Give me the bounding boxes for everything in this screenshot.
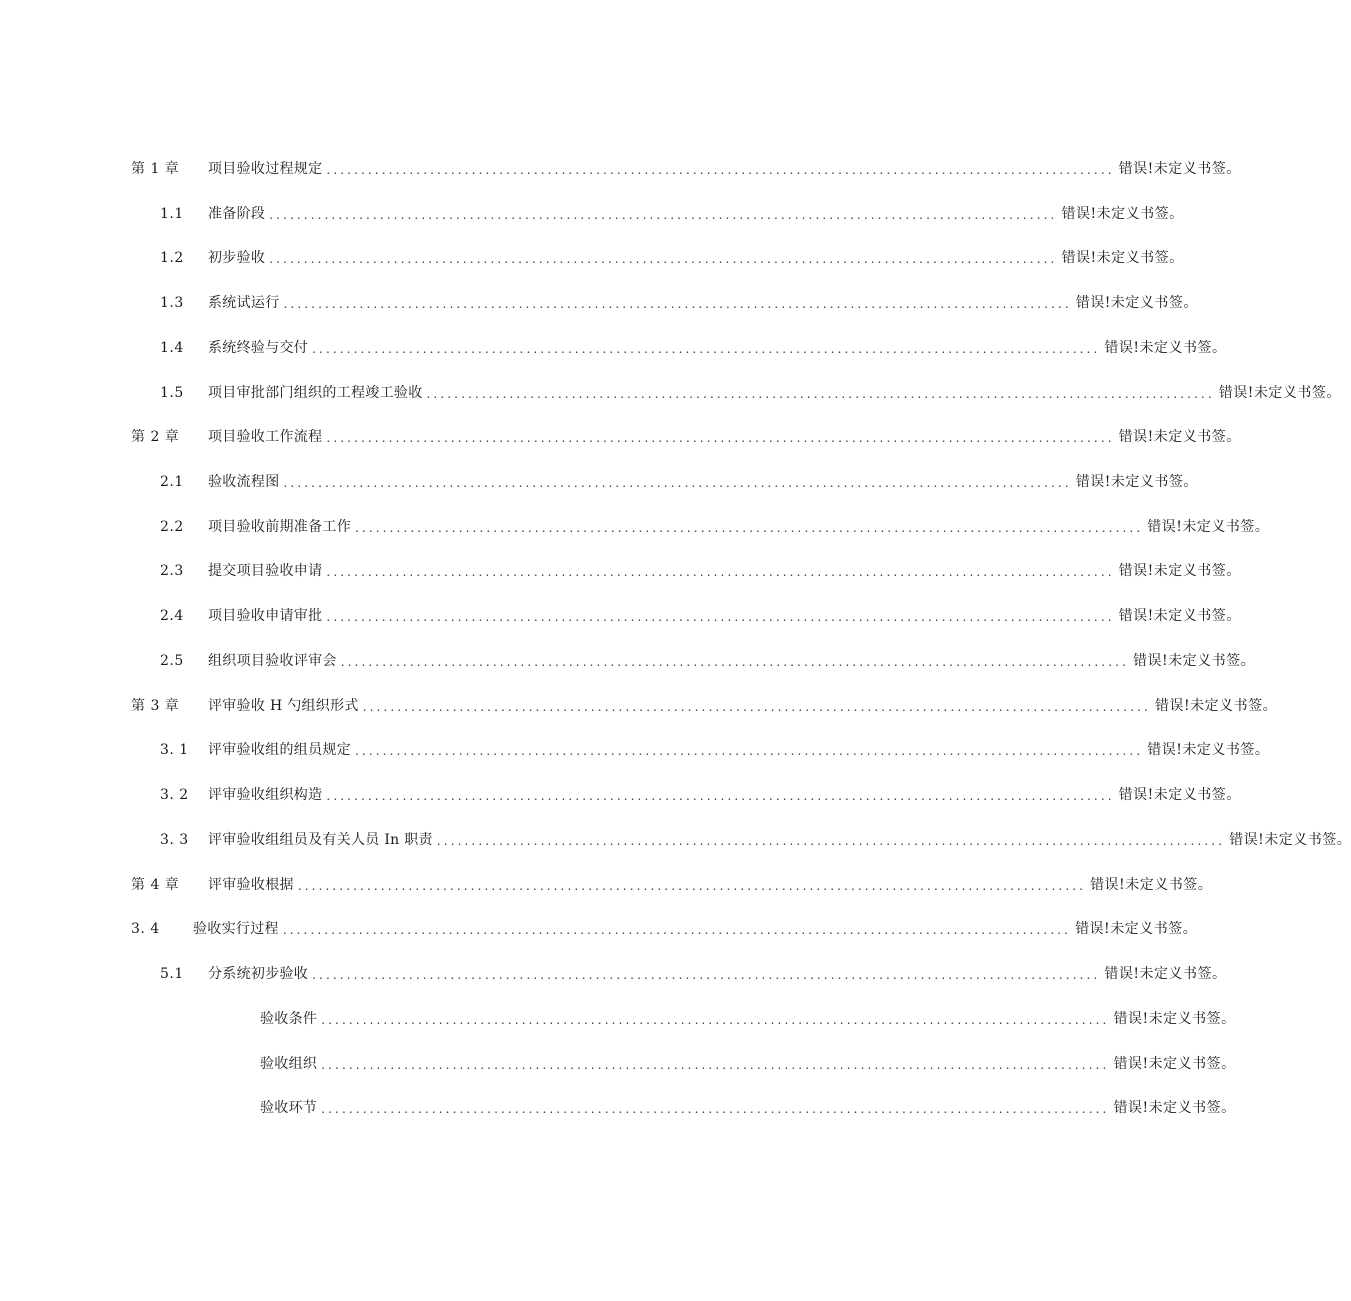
- toc-entry-title: 评审验收组的组员规定: [208, 742, 351, 758]
- toc-leader-dots: ..................................................................................................................: [326, 789, 1115, 803]
- toc-entry-number: 第 2 章: [131, 429, 180, 445]
- toc-entry-title: 初步验收: [208, 250, 266, 266]
- toc-entry-page: 错误!未定义书签。: [1075, 474, 1198, 490]
- toc-leader-dots: ..................................................................................................................: [269, 208, 1058, 222]
- toc-entry-page: 错误!未定义书签。: [1118, 608, 1241, 624]
- toc-leader-dots: ..................................................................................................................: [436, 834, 1226, 848]
- toc-entry-chapter-1[interactable]: [131, 157, 1241, 181]
- toc-leader-dots: ..................................................................................................................: [283, 476, 1072, 490]
- toc-entry-2-2[interactable]: [160, 515, 1270, 539]
- toc-entry-number: 第 3 章: [131, 698, 180, 714]
- toc-entry-title: 评审验收组织构造: [208, 787, 323, 803]
- toc-entry-3-2[interactable]: [160, 783, 1241, 807]
- toc-leader-dots: ..................................................................................................................: [312, 342, 1101, 356]
- toc-entry-title: 提交项目验收申请: [208, 563, 323, 579]
- toc-leader-dots: ..................................................................................................................: [283, 297, 1072, 311]
- toc-entry-page: 错误!未定义书签。: [1104, 966, 1227, 982]
- toc-entry-number: 2.4: [160, 608, 184, 624]
- toc-entry-page: 错误!未定义书签。: [1075, 921, 1198, 937]
- toc-leader-dots: ..................................................................................................................: [321, 1013, 1110, 1027]
- toc-entry-acceptance-steps[interactable]: [260, 1096, 1236, 1120]
- toc-entry-number: 2.3: [160, 563, 184, 579]
- toc-entry-1-3[interactable]: [160, 291, 1198, 315]
- toc-entry-2-3[interactable]: [160, 559, 1241, 583]
- toc-entry-page: 错误!未定义书签。: [1218, 385, 1341, 401]
- toc-entry-chapter-4[interactable]: [131, 873, 1213, 897]
- toc-entry-page: 错误!未定义书签。: [1229, 832, 1351, 848]
- toc-entry-title: 验收流程图: [208, 474, 280, 490]
- toc-entry-title: 验收条件: [260, 1011, 318, 1027]
- toc-entry-number: 3. 4: [131, 921, 160, 937]
- toc-entry-page: 错误!未定义书签。: [1154, 698, 1278, 714]
- toc-entry-title: 评审验收组组员及有关人员 In 职责: [208, 832, 433, 848]
- toc-leader-dots: ..................................................................................................................: [321, 1102, 1110, 1116]
- toc-entry-number: 1.4: [160, 340, 184, 356]
- toc-entry-page: 错误!未定义书签。: [1061, 250, 1184, 266]
- toc-entry-page: 错误!未定义书签。: [1118, 563, 1241, 579]
- toc-entry-title: 验收实行过程: [193, 921, 279, 937]
- toc-entry-title: 分系统初步验收: [208, 966, 309, 982]
- toc-leader-dots: ..................................................................................................................: [326, 610, 1115, 624]
- toc-leader-dots: ..................................................................................................................: [426, 387, 1215, 401]
- toc-leader-dots: ..................................................................................................................: [326, 565, 1115, 579]
- toc-entry-page: 错误!未定义书签。: [1118, 429, 1241, 445]
- toc-entry-title: 验收组织: [260, 1056, 318, 1072]
- toc-entry-number: 1.5: [160, 385, 184, 401]
- toc-entry-number: 第 1 章: [131, 161, 180, 177]
- toc-leader-dots: ..................................................................................................................: [321, 1058, 1110, 1072]
- toc-entry-title: 项目验收工作流程: [208, 429, 323, 445]
- toc-leader-dots: ..................................................................................................................: [297, 879, 1087, 893]
- toc-entry-page: 错误!未定义书签。: [1147, 742, 1270, 758]
- toc-leader-dots: ..................................................................................................................: [362, 700, 1151, 714]
- toc-leader-dots: ..................................................................................................................: [269, 252, 1058, 266]
- toc-leader-dots: ..................................................................................................................: [312, 968, 1101, 982]
- toc-entry-number: 2.1: [160, 474, 184, 490]
- toc-entry-title: 验收环节: [260, 1100, 318, 1116]
- toc-entry-number: 5.1: [160, 966, 184, 982]
- toc-entry-title: 准备阶段: [208, 206, 266, 222]
- toc-entry-title: 系统试运行: [208, 295, 280, 311]
- toc-entry-number: 2.5: [160, 653, 184, 669]
- toc-entry-title: 系统终验与交付: [208, 340, 309, 356]
- toc-entry-3-3[interactable]: [160, 828, 1351, 852]
- toc-entry-page: 错误!未定义书签。: [1075, 295, 1198, 311]
- toc-entry-number: 1.3: [160, 295, 184, 311]
- toc-entry-1-2[interactable]: [160, 246, 1184, 270]
- toc-entry-page: 错误!未定义书签。: [1113, 1011, 1236, 1027]
- toc-entry-title: 项目验收前期准备工作: [208, 519, 351, 535]
- toc-leader-dots: ..................................................................................................................: [326, 163, 1115, 177]
- toc-entry-3-1[interactable]: [160, 738, 1270, 762]
- toc-entry-page: 错误!未定义书签。: [1132, 653, 1256, 669]
- toc-entry-2-5[interactable]: [160, 649, 1256, 673]
- toc-entry-number: 3. 3: [160, 832, 189, 848]
- toc-leader-dots: ..................................................................................................................: [355, 521, 1144, 535]
- toc-entry-page: 错误!未定义书签。: [1113, 1056, 1236, 1072]
- toc-entry-1-4[interactable]: [160, 336, 1227, 360]
- toc-entry-page: 错误!未定义书签。: [1104, 340, 1227, 356]
- toc-entry-title: 评审验收根据: [208, 877, 294, 893]
- toc-entry-title: 评审验收 H 勺组织形式: [208, 698, 359, 714]
- toc-leader-dots: ..................................................................................................................: [282, 923, 1072, 937]
- toc-entry-page: 错误!未定义书签。: [1090, 877, 1213, 893]
- toc-entry-2-1[interactable]: [160, 470, 1198, 494]
- toc-entry-page: 错误!未定义书签。: [1061, 206, 1184, 222]
- toc-leader-dots: ..................................................................................................................: [355, 744, 1144, 758]
- toc-entry-number: 1.2: [160, 250, 184, 266]
- toc-entry-title: 项目验收申请审批: [208, 608, 323, 624]
- toc-entry-chapter-2[interactable]: [131, 425, 1241, 449]
- toc-leader-dots: ..................................................................................................................: [326, 431, 1115, 445]
- toc-entry-5-1[interactable]: [160, 962, 1227, 986]
- toc-entry-number: 3. 2: [160, 787, 189, 803]
- toc-entry-title: 项目审批部门组织的工程竣工验收: [208, 385, 423, 401]
- toc-entry-1-5[interactable]: [160, 381, 1341, 405]
- toc-entry-number: 3. 1: [160, 742, 189, 758]
- toc-entry-1-1[interactable]: [160, 202, 1184, 226]
- toc-entry-acceptance-organization[interactable]: [260, 1052, 1236, 1076]
- toc-leader-dots: ..................................................................................................................: [340, 655, 1129, 669]
- toc-entry-number: 1.1: [160, 206, 184, 222]
- toc-entry-acceptance-conditions[interactable]: [260, 1007, 1236, 1031]
- toc-entry-title: 项目验收过程规定: [208, 161, 323, 177]
- toc-entry-3-4[interactable]: [131, 917, 1198, 941]
- toc-entry-title: 组织项目验收评审会: [208, 653, 337, 669]
- toc-entry-page: 错误!未定义书签。: [1113, 1100, 1236, 1116]
- toc-entry-number: 第 4 章: [131, 877, 180, 893]
- toc-entry-page: 错误!未定义书签。: [1147, 519, 1270, 535]
- toc-entry-number: 2.2: [160, 519, 184, 535]
- toc-entry-page: 错误!未定义书签。: [1118, 161, 1241, 177]
- toc-entry-2-4[interactable]: [160, 604, 1241, 628]
- toc-entry-page: 错误!未定义书签。: [1118, 787, 1241, 803]
- toc-entry-chapter-3[interactable]: [131, 694, 1278, 718]
